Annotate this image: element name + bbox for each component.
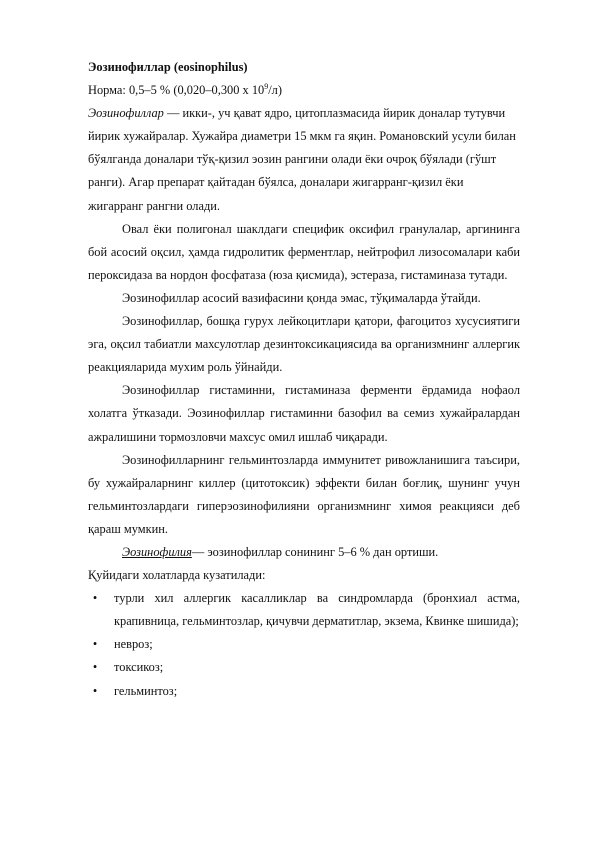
phagocytosis-paragraph: Эозинофиллар, бошқа гурух лейкоцитлари қатори, фагоцитоз хусусиятиги эга, оқсил табиатли махсулотлар дезинтоксикациясида ва организмнинг аллергик реакцияларида мухим роль ўйнайди. [88,314,520,375]
norm-line [88,79,520,102]
eosinophilia-text: — эозинофиллар сонининг 5–6 % дан ортиши. [191,544,439,559]
document-page [88,56,520,703]
conditions-list [88,587,520,702]
bullet-icon: • [92,637,98,652]
helminth-paragraph: Эозинофилларнинг гельминтозларда иммунитет ривожланишига таъсири, бу хужайраларнинг киллер (цитотоксик) эффекти билан боғлиқ, шунинг учун гельминтозлардаги гиперэозинофилияни организмнинг химоя реакцияси деб қараш мумкин. [88,452,520,536]
histamine-paragraph: Эозинофиллар гистаминни, гистаминаза ферменти ёрдамида нофаол холатга ўтказади. Эозинофиллар гистаминни базофил ва семиз хужайралардан ажралишини тормозловчи махсус омил ишлаб чиқаради. [88,383,520,444]
eosinophilia-paragraph [88,541,520,564]
bullet-icon: • [92,683,98,698]
list-item [88,656,520,679]
definition-paragraph [88,102,520,217]
list-item [88,633,520,656]
definition-term: Эозинофиллар [88,106,164,121]
section-title: Эозинофиллар (eosinophilus) [88,60,248,74]
norm-exponent: 9 [264,81,269,91]
granules-paragraph: Овал ёки полигонал шаклдаги специфик оксифил гранулалар, аргинингa бой асосий оқсил, ҳамда гидролитик ферментлар, нейтрофил лизосомалари каби пероксидаза ва нордон фосфатаза (юза қисмида), эстераза, гистаминаза тутади. [88,221,520,282]
conditions-intro: Қуйидаги холатларда кузатилади: [88,568,266,583]
list-item-text: невроз; [114,637,153,652]
bullet-icon: • [92,660,98,675]
list-item [88,680,520,703]
list-item-text: токсикоз; [114,660,164,675]
function-paragraph: Эозинофиллар асосий вазифасини қонда эмас, тўқималарда ўтайди. [122,290,481,305]
norm-suffix: /л) [268,83,282,98]
definition-text: — икки-, уч қават ядро, цитоплазмасида йирик доналар тутувчи йирик хужайралар. Хужайра диаметри 15 мкм га яқин. Романовский усули билан бўялганда доналари тўқ-қизил эозин рангини олади ёки очроқ бўялади (гўшт ранги). Агар препарат қайтадан бўялса, доналари жигарранг-қизил ёки жигарранг рангни олади. [88,106,516,213]
eosinophilia-term: Эозинофилия [122,544,192,559]
list-item-text: гельминтоз; [114,683,178,698]
bullet-icon: • [92,591,98,606]
list-item [88,587,520,633]
list-item-text: турли хил аллергик касалликлар ва синдромларда (бронхиал астма, крапивница, гельминтозлар, қичувчи дерматитлар, экзема, Квинке шишида); [114,591,520,629]
norm-prefix: Норма: 0,5–5 % (0,020–0,300 х 10 [88,83,265,98]
